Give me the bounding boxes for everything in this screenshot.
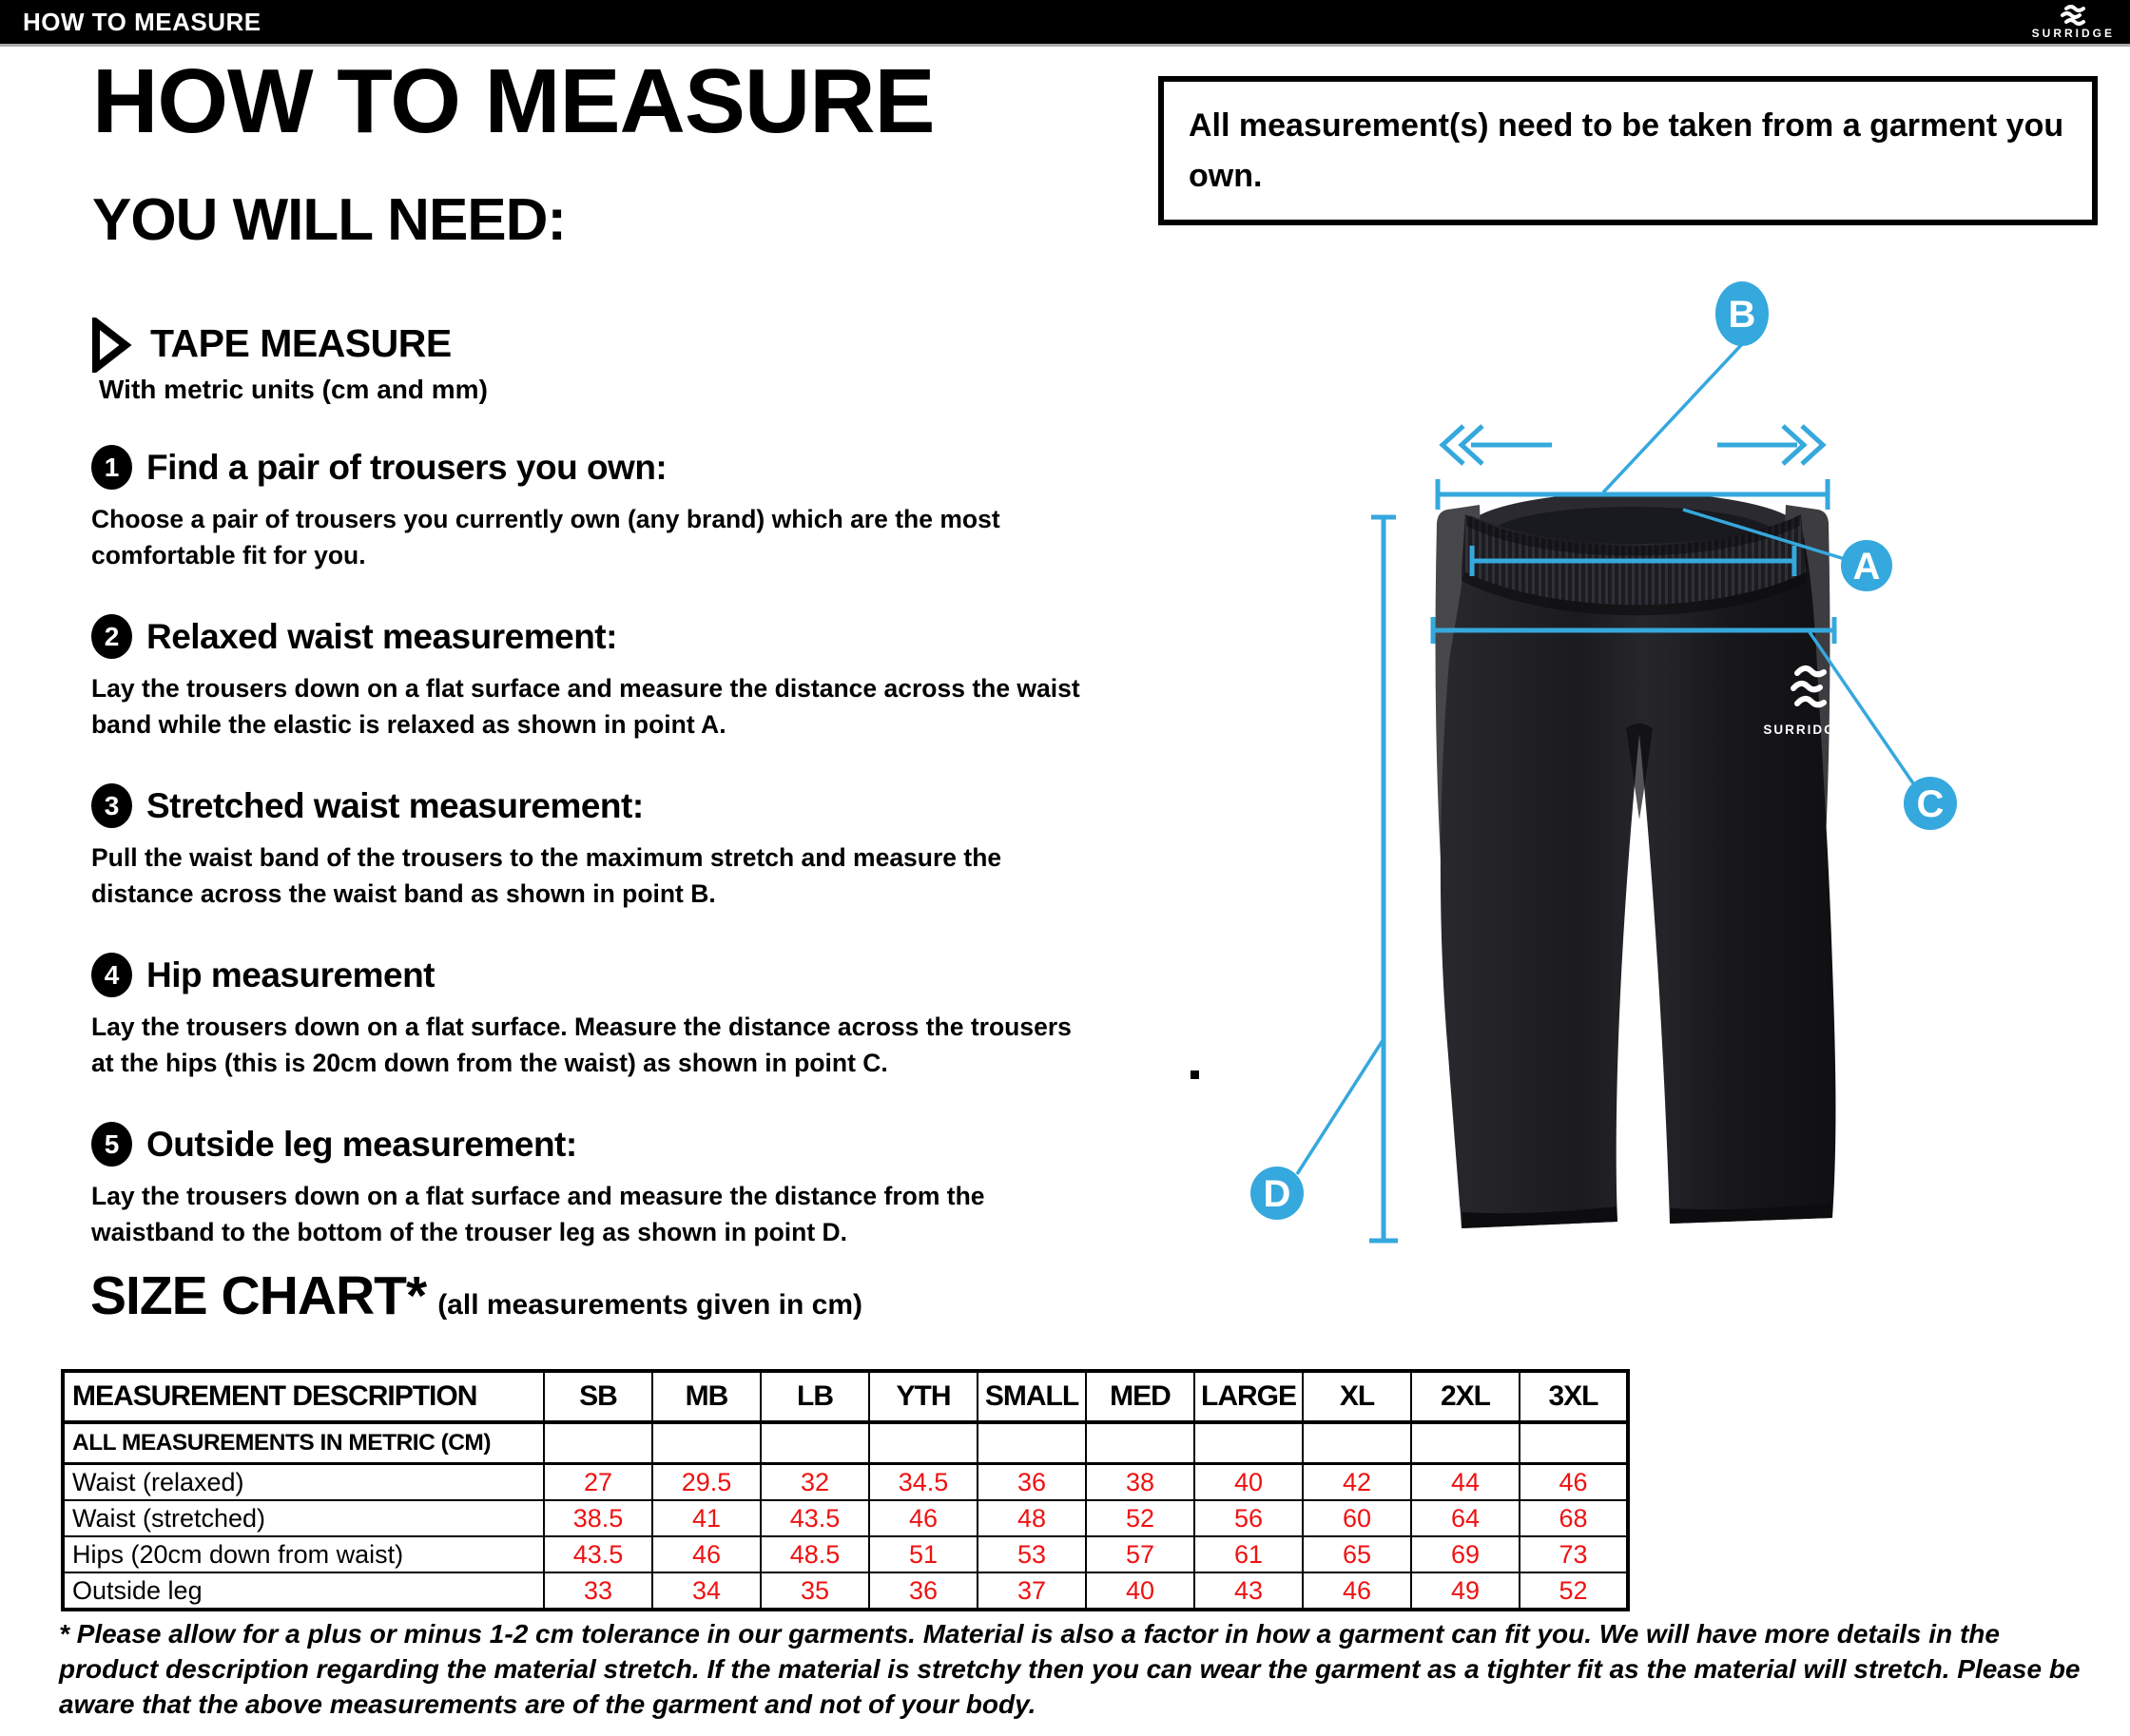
step-4-number-badge: 4 — [91, 953, 132, 997]
table-cell: 69 — [1411, 1536, 1520, 1572]
row-label: Hips (20cm down from waist) — [63, 1536, 544, 1572]
table-header-cell: 2XL — [1411, 1371, 1520, 1422]
table-cell: 52 — [1086, 1500, 1194, 1536]
step-1-title: Find a pair of trousers you own: — [146, 447, 668, 487]
trousers-measure-figure — [1179, 238, 2130, 1350]
table-header-cell: XL — [1303, 1371, 1411, 1422]
table-cell: 34.5 — [869, 1464, 978, 1501]
step-2-title: Relaxed waist measurement: — [146, 616, 617, 656]
table-cell — [1194, 1422, 1303, 1464]
step-1-number-badge: 1 — [91, 445, 132, 490]
callout-line-d — [1297, 1039, 1384, 1174]
table-metric-note: ALL MEASUREMENTS IN METRIC (CM) — [63, 1422, 544, 1464]
table-cell: 40 — [1086, 1572, 1194, 1610]
table-cell: 34 — [652, 1572, 761, 1610]
table-cell: 52 — [1520, 1572, 1628, 1610]
table-row — [63, 1536, 1628, 1572]
pants-surridge-wordmark: SURRIDGE — [1763, 723, 1847, 737]
table-header-cell: MEASUREMENT DESCRIPTION — [63, 1371, 544, 1422]
table-cell: 43.5 — [761, 1500, 869, 1536]
table-cell: 35 — [761, 1572, 869, 1610]
table-cell — [978, 1422, 1086, 1464]
size-chart-subtitle: (all measurements given in cm) — [437, 1289, 863, 1321]
table-cell: 27 — [544, 1464, 652, 1501]
step-4 — [91, 953, 1185, 1082]
table-cell: 51 — [869, 1536, 978, 1572]
top-bar-title: HOW TO MEASURE — [23, 7, 261, 36]
table-cell: 65 — [1303, 1536, 1411, 1572]
table-cell: 68 — [1520, 1500, 1628, 1536]
table-row — [63, 1464, 1628, 1501]
table-cell: 43.5 — [544, 1536, 652, 1572]
table-cell: 49 — [1411, 1572, 1520, 1610]
measure-line-d — [1369, 517, 1398, 1241]
size-chart-table — [61, 1369, 1630, 1611]
step-1 — [91, 445, 1185, 574]
tolerance-footnote: * Please allow for a plus or minus 1-2 cm tolerance in our garments. Material is also a factor in how a garment can fit you. We will have more details in the product description regarding the material stretch. If the material is stretchy then you can wear the garment as a tighter fit as the material will stretch. Please be aware that the above measurements are of the garment and not of your body. — [59, 1619, 2081, 1720]
table-cell: 46 — [1520, 1464, 1628, 1501]
stray-mark — [1191, 1071, 1199, 1079]
step-3-number-badge: 3 — [91, 783, 132, 828]
table-header-cell: MED — [1086, 1371, 1194, 1422]
table-cell: 29.5 — [652, 1464, 761, 1501]
step-5-body: Lay the trousers down on a flat surface and measure the distance from the waistband to the bottom of the trouser leg as shown in point D. — [91, 1182, 985, 1247]
size-chart-title: SIZE CHART* — [90, 1265, 427, 1326]
table-cell — [652, 1422, 761, 1464]
callout-letter-c: C — [1916, 783, 1945, 825]
play-triangle-icon — [91, 318, 133, 373]
table-cell: 46 — [1303, 1572, 1411, 1610]
size-chart-heading — [90, 1264, 862, 1327]
top-bar — [0, 0, 2130, 44]
tool-detail: With metric units (cm and mm) — [99, 375, 488, 404]
table-header-cell: LB — [761, 1371, 869, 1422]
step-4-body: Lay the trousers down on a flat surface. Measure the distance across the trousers at the hips (this is 20cm down from the waist) as shown in point C. — [91, 1013, 1072, 1078]
callout-line-b — [1603, 344, 1742, 492]
table-cell: 46 — [652, 1536, 761, 1572]
table-header-cell: MB — [652, 1371, 761, 1422]
callout-badge-d — [1250, 1167, 1304, 1220]
step-2 — [91, 614, 1185, 743]
page-title: HOW TO MEASURE — [92, 50, 935, 152]
callout-letter-b: B — [1728, 294, 1756, 336]
table-cell: 48.5 — [761, 1536, 869, 1572]
table-cell: 37 — [978, 1572, 1086, 1610]
table-metric-row — [63, 1422, 1628, 1464]
tool-name: TAPE MEASURE — [150, 321, 452, 365]
table-cell: 56 — [1194, 1500, 1303, 1536]
table-cell — [761, 1422, 869, 1464]
table-row — [63, 1572, 1628, 1610]
table-cell: 64 — [1411, 1500, 1520, 1536]
table-row — [63, 1500, 1628, 1536]
callout-badge-a — [1841, 540, 1892, 591]
table-cell: 43 — [1194, 1572, 1303, 1610]
callout-letter-d: D — [1263, 1173, 1291, 1215]
table-cell: 53 — [978, 1536, 1086, 1572]
table-header-cell: SMALL — [978, 1371, 1086, 1422]
you-will-need-heading: YOU WILL NEED: — [92, 187, 567, 253]
step-5-number-badge: 5 — [91, 1122, 132, 1167]
step-3-body: Pull the waist band of the trousers to the maximum stretch and measure the distance across the waist band as shown in point B. — [91, 843, 1002, 909]
step-3-title: Stretched waist measurement: — [146, 785, 644, 825]
step-5-title: Outside leg measurement: — [146, 1124, 577, 1164]
row-label: Waist (stretched) — [63, 1500, 544, 1536]
table-cell — [544, 1422, 652, 1464]
table-cell: 48 — [978, 1500, 1086, 1536]
table-cell — [1411, 1422, 1520, 1464]
table-header-cell: LARGE — [1194, 1371, 1303, 1422]
stretch-arrows-icon — [1443, 426, 1823, 464]
surridge-s-icon — [2059, 5, 2087, 26]
row-label: Waist (relaxed) — [63, 1464, 544, 1501]
callout-badge-c — [1904, 777, 1957, 830]
step-4-title: Hip measurement — [146, 955, 435, 994]
table-cell: 44 — [1411, 1464, 1520, 1501]
table-header-cell: YTH — [869, 1371, 978, 1422]
table-cell: 46 — [869, 1500, 978, 1536]
trousers-image — [1191, 492, 1847, 1228]
top-bar-rule — [0, 44, 2130, 47]
table-cell: 36 — [978, 1464, 1086, 1501]
row-label: Outside leg — [63, 1572, 544, 1610]
table-cell — [1086, 1422, 1194, 1464]
table-header-row — [63, 1371, 1628, 1422]
note-box: All measurement(s) need to be taken from a garment you own. — [1158, 76, 2098, 225]
step-5 — [91, 1122, 1185, 1251]
callout-badge-b — [1715, 281, 1769, 346]
table-cell — [1303, 1422, 1411, 1464]
step-2-number-badge: 2 — [91, 614, 132, 659]
table-cell: 57 — [1086, 1536, 1194, 1572]
table-cell: 38 — [1086, 1464, 1194, 1501]
table-cell: 36 — [869, 1572, 978, 1610]
table-cell: 40 — [1194, 1464, 1303, 1501]
table-cell: 41 — [652, 1500, 761, 1536]
callout-letter-a: A — [1852, 546, 1881, 588]
step-1-body: Choose a pair of trousers you currently own (any brand) which are the most comfortable fit for you. — [91, 505, 1000, 570]
table-cell — [1520, 1422, 1628, 1464]
table-cell: 38.5 — [544, 1500, 652, 1536]
table-header-cell: 3XL — [1520, 1371, 1628, 1422]
table-header-cell: SB — [544, 1371, 652, 1422]
table-cell: 33 — [544, 1572, 652, 1610]
surridge-wordmark: SURRIDGE — [2031, 26, 2115, 40]
table-cell: 32 — [761, 1464, 869, 1501]
table-cell: 42 — [1303, 1464, 1411, 1501]
table-cell: 61 — [1194, 1536, 1303, 1572]
step-3 — [91, 783, 1185, 913]
table-cell: 60 — [1303, 1500, 1411, 1536]
surridge-logo — [2032, 5, 2130, 40]
table-cell — [869, 1422, 978, 1464]
step-2-body: Lay the trousers down on a flat surface and measure the distance across the waist band while the elastic is relaxed as shown in point A. — [91, 674, 1080, 740]
table-cell: 73 — [1520, 1536, 1628, 1572]
